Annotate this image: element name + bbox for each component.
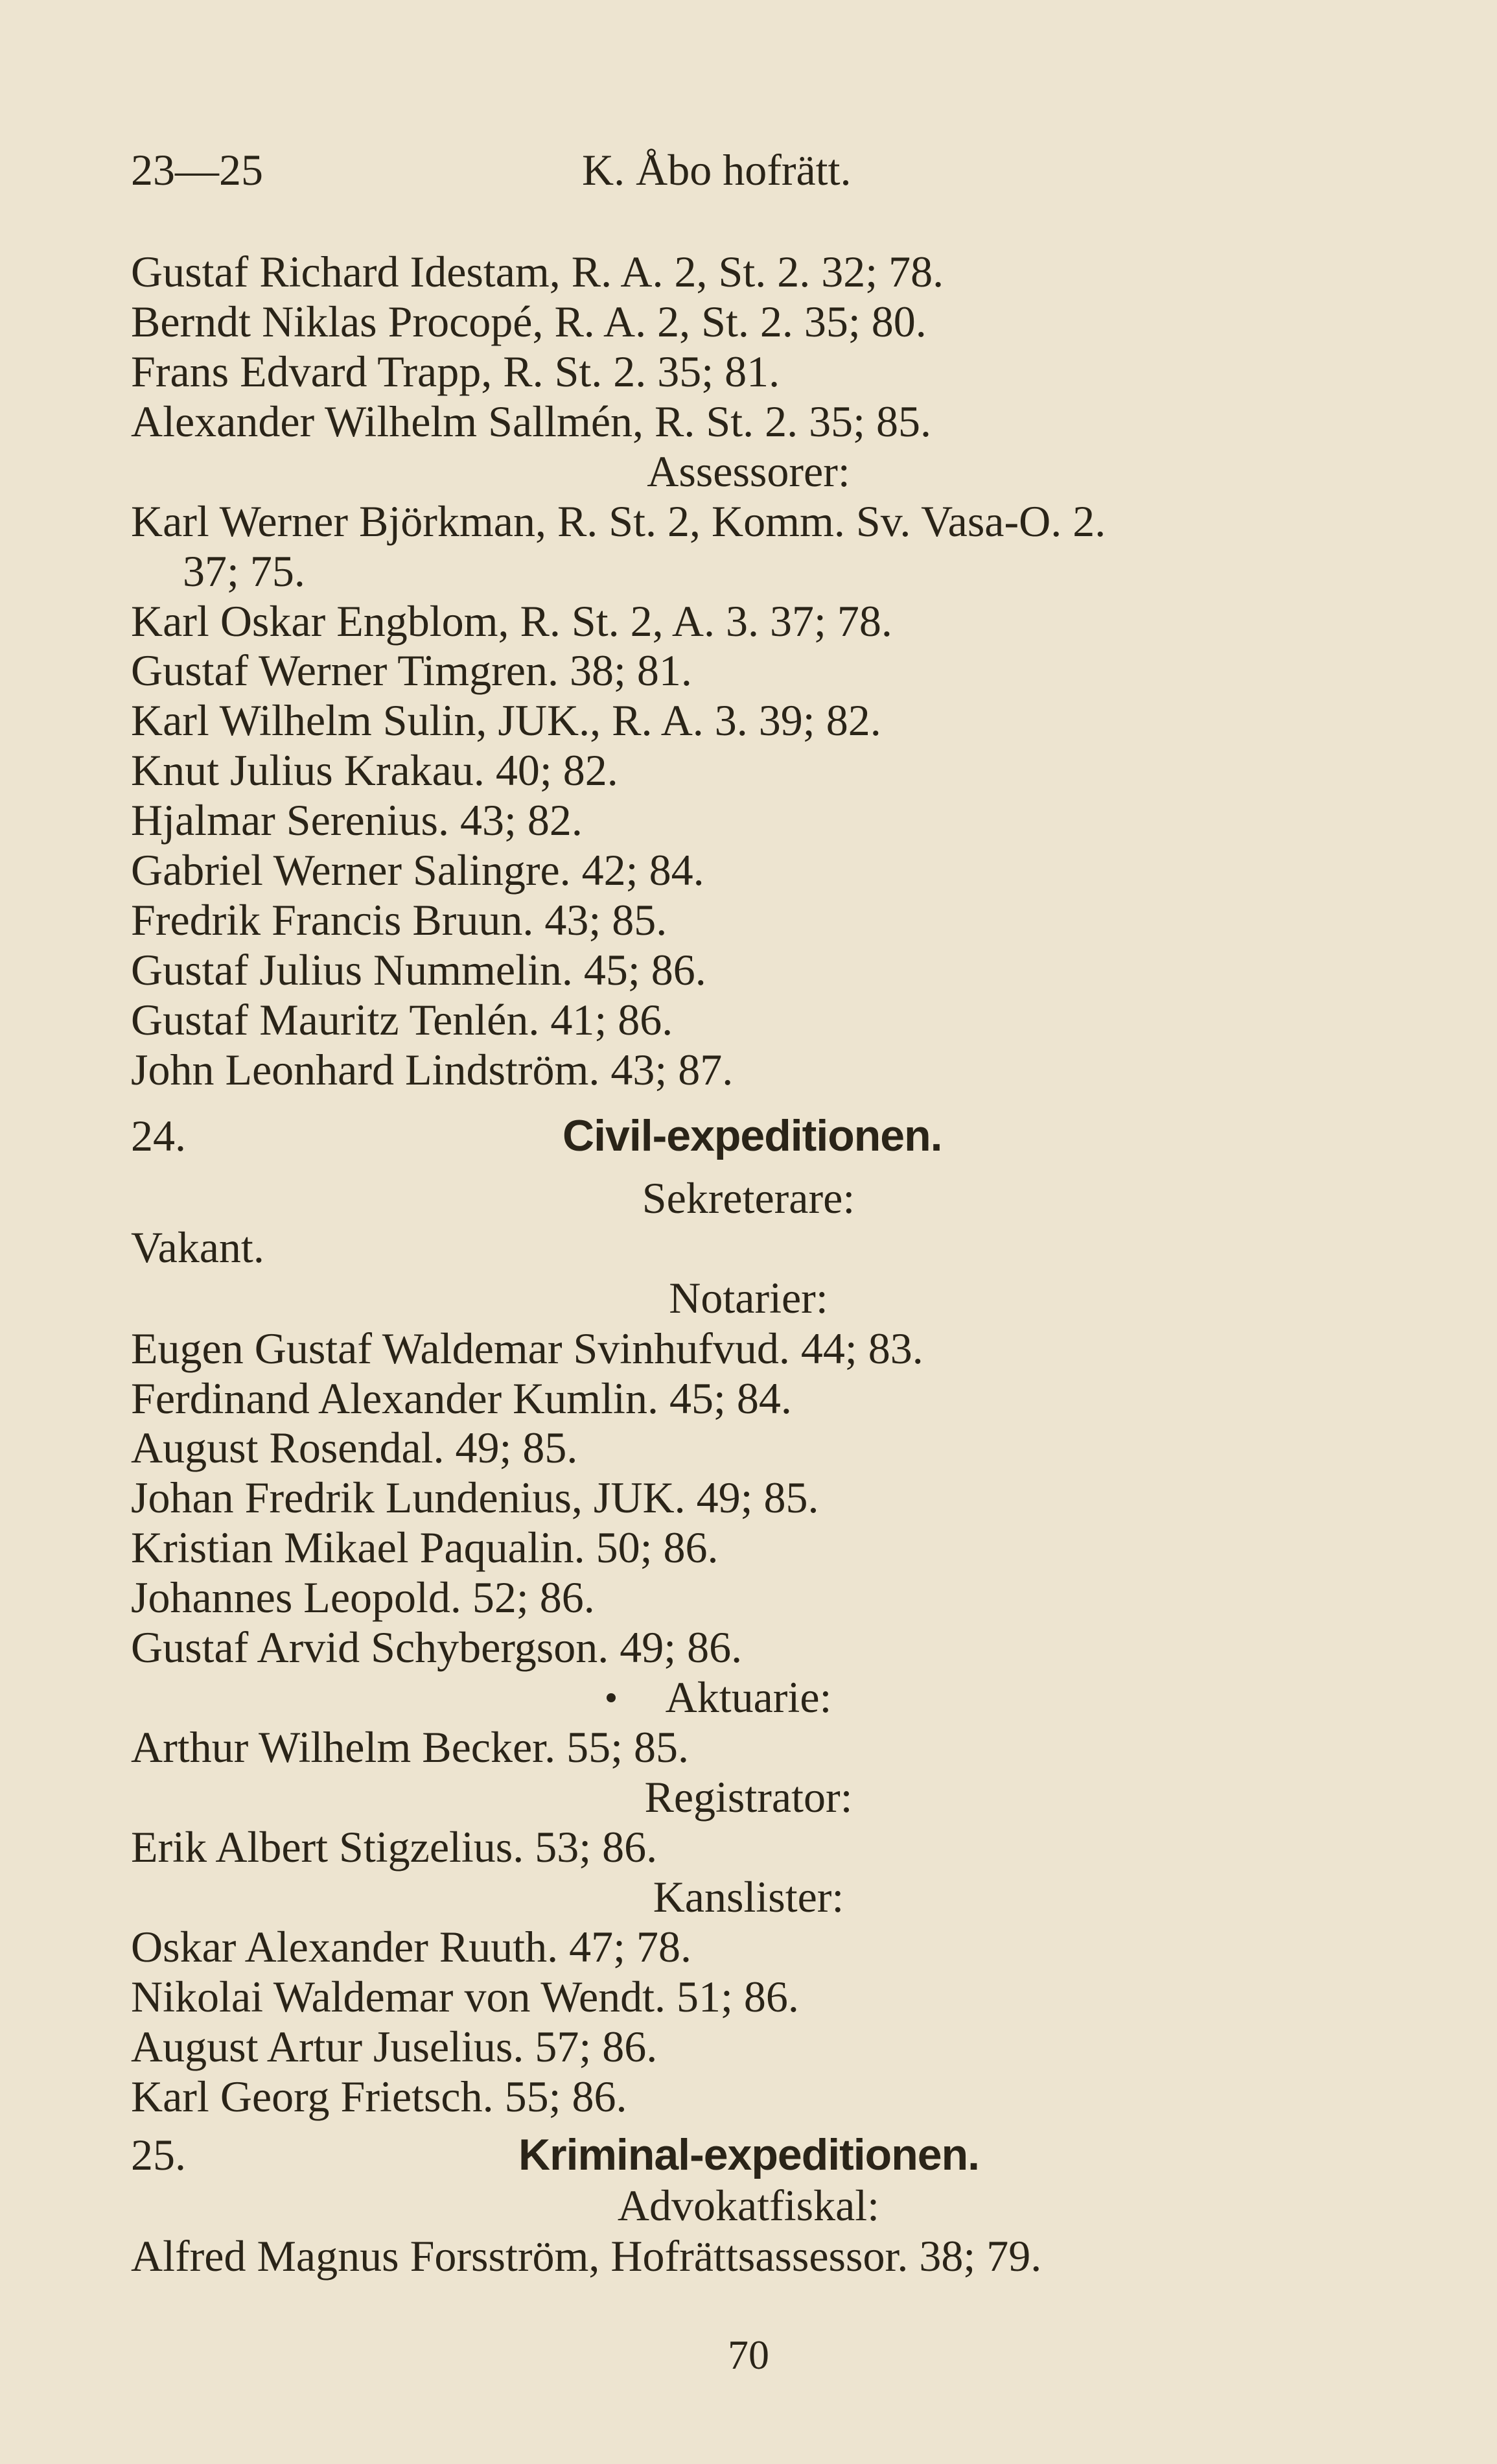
kanslist-entry: Oskar Alexander Ruuth. 47; 78. [131,1922,691,1971]
assessor-entry: Fredrik Francis Bruun. 43; 85. [131,895,667,945]
assessor-entry: Gabriel Werner Salingre. 42; 84. [131,845,704,895]
assessor-entry: Karl Wilhelm Sulin, JUK., R. A. 3. 39; 82. [131,696,881,745]
running-header-section-range: 23—25 [131,145,263,194]
assessor-entry: John Leonhard Lindström. 43; 87. [131,1045,734,1094]
member-entry: Berndt Niklas Procopé, R. A. 2, St. 2. 35; 80. [131,297,927,346]
assessor-entry: Gustaf Werner Timgren. 38; 81. [131,646,692,695]
section-number: 24. [131,1111,186,1160]
assessor-entry: Gustaf Julius Nummelin. 45; 86. [131,945,706,994]
aktuarie-entry: Arthur Wilhelm Becker. 55; 85. [131,1722,689,1772]
sekreterare-entry: Vakant. [131,1223,264,1272]
running-header-title: K. Åbo hofrätt. [582,145,852,194]
notarier-heading: Notarier: [669,1273,828,1322]
sekreterare-heading: Sekreterare: [642,1173,855,1223]
member-entry: Alexander Wilhelm Sallmén, R. St. 2. 35; 85. [131,397,931,446]
member-entry: Gustaf Richard Idestam, R. A. 2, St. 2. 32; 78. [131,247,944,296]
notarie-entry: Kristian Mikael Paqualin. 50; 86. [131,1523,719,1572]
kanslist-entry: Nikolai Waldemar von Wendt. 51; 86. [131,1972,799,2021]
assessor-entry: Karl Werner Björkman, R. St. 2, Komm. Sv. Vasa-O. 2. [131,497,1106,546]
notarie-entry: August Rosendal. 49; 85. [131,1423,578,1472]
assessor-entry: Hjalmar Serenius. 43; 82. [131,795,583,845]
notarie-entry: Ferdinand Alexander Kumlin. 45; 84. [131,1374,792,1423]
section-title: Kriminal-expeditionen. [518,2130,979,2179]
assessor-entry: Karl Oskar Engblom, R. St. 2, A. 3. 37; 78. [131,596,892,646]
kanslister-heading: Kanslister: [653,1872,844,1921]
registrator-heading: Registrator: [644,1772,853,1822]
section-number: 25. [131,2130,186,2179]
kanslist-entry: August Artur Juselius. 57; 86. [131,2022,658,2071]
notarie-entry: Johan Fredrik Lundenius, JUK. 49; 85. [131,1473,819,1522]
advokatfiskal-heading: Advokatfiskal: [617,2181,880,2230]
registrator-entry: Erik Albert Stigzelius. 53; 86. [131,1822,658,1871]
notarie-entry: Johannes Leopold. 52; 86. [131,1573,595,1622]
assessor-entry-continuation: 37; 75. [183,546,305,596]
notarie-entry: Eugen Gustaf Waldemar Svinhufvud. 44; 83. [131,1324,923,1373]
section-title: Civil-expeditionen. [563,1111,942,1160]
assessorer-heading: Assessorer: [647,447,850,496]
notarie-entry: Gustaf Arvid Schybergson. 49; 86. [131,1623,743,1672]
member-entry: Frans Edvard Trapp, R. St. 2. 35; 81. [131,347,780,396]
page-number: 70 [728,2332,769,2378]
kanslist-entry: Karl Georg Frietsch. 55; 86. [131,2072,627,2121]
assessor-entry: Knut Julius Krakau. 40; 82. [131,745,618,795]
aktuarie-heading: Aktuarie: [665,1672,832,1722]
assessor-entry: Gustaf Mauritz Tenlén. 41; 86. [131,995,673,1044]
advokatfiskal-entry: Alfred Magnus Forsström, Hofrättsassessor. 38; 79. [131,2231,1042,2281]
